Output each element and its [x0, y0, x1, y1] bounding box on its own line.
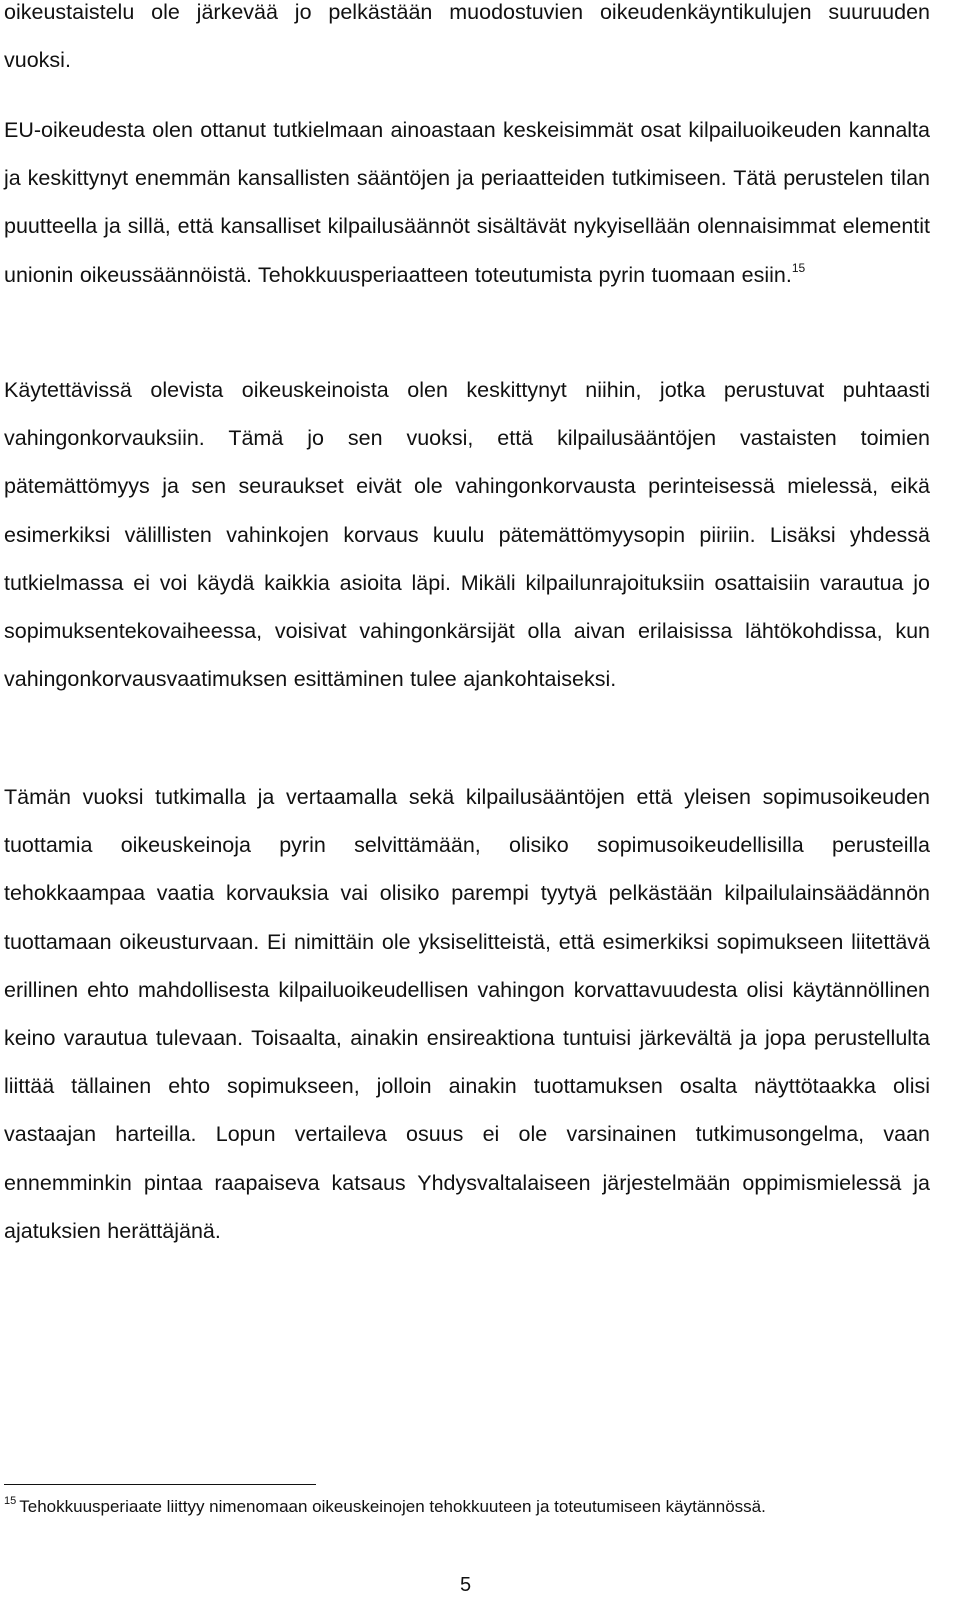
footnote-text: Tehokkuusperiaate liittyy nimenomaan oikeuskeinojen tehokkuuteen ja toteutumiseen käytännössä.: [19, 1497, 766, 1516]
footnote-15: [4, 1494, 944, 1522]
paragraph-4: [4, 773, 930, 1255]
paragraph-2: [4, 106, 930, 299]
footnote-number: 15: [4, 1495, 17, 1507]
footnote-reference[interactable]: 15: [791, 260, 806, 275]
paragraph-1-text: oikeustaistelu ole järkevää jo pelkästään muodostuvien oikeudenkäyntikulujen suuruuden vuoksi.: [4, 0, 930, 73]
paragraph-3-text: Käytettävissä olevista oikeuskeinoista olen keskittynyt niihin, jotka perustuvat puhtaasti vahingonkorvauksiin. Tämä jo sen vuoksi, että kilpailusääntöjen vastaisten toimien pätemättömyys ja sen seuraukset eivät ole vahingonkorvausta perinteisessä mielessä, eikä esimerkiksi välillisten vahinkojen korvaus kuulu pätemättömyysopin piiriin. Lisäksi yhdessä tutkielmassa ei voi käydä kaikkia asioita läpi. Mikäli kilpailunrajoituksiin osattaisiin varautua jo sopimuksentekovaiheessa, voisivat vahingonkärsijät olla aivan erilaisissa lähtökohdissa, kun vahingonkorvausvaatimuksen esittäminen tulee ajankohtaiseksi.: [4, 378, 930, 692]
footnote-separator: [4, 1484, 316, 1485]
paragraph-3: [4, 366, 930, 703]
page-number: 5: [459, 1574, 472, 1596]
paragraph-4-text: Tämän vuoksi tutkimalla ja vertaamalla sekä kilpailusääntöjen että yleisen sopimusoikeuden tuottamia oikeuskeinoja pyrin selvittämään, olisiko sopimusoikeudellisilla perusteilla tehokkaampaa vaatia korvauksia vai olisiko parempi tyytyä pelkästään kilpailulainsäädännön tuottamaan oikeusturvaan. Ei nimittäin ole yksiselitteistä, että esimerkiksi sopimukseen liitettävä erillinen ehto mahdollisesta kilpailuoikeudellisen vahingon korvattavuudesta olisi käytännöllinen keino varautua tulevaan. Toisaalta, ainakin ensireaktiona tuntuisi järkevältä ja jopa perustellulta liittää tällainen ehto sopimukseen, jolloin ainakin tuottamuksen osalta näyttötaakka olisi vastaajan harteilla. Lopun vertaileva osuus ei ole varsinainen tutkimusongelma, vaan ennemminkin pintaa raapaiseva katsaus Yhdysvaltalaiseen järjestelmään oppimismielessä ja ajatuksien herättäjänä.: [4, 785, 930, 1243]
paragraph-1: [4, 0, 930, 84]
paragraph-2-text: EU-oikeudesta olen ottanut tutkielmaan ainoastaan keskeisimmät osat kilpailuoikeuden kannalta ja keskittynyt enemmän kansallisten sääntöjen ja periaatteiden tutkimiseen. Tätä perustelen tilan puutteella ja sillä, että kansalliset kilpailusäännöt sisältävät nykyisellään olennaisimmat elementit unionin oikeussäännöistä. Tehokkuusperiaatteen toteutumista pyrin tuomaan esiin.: [4, 118, 930, 287]
